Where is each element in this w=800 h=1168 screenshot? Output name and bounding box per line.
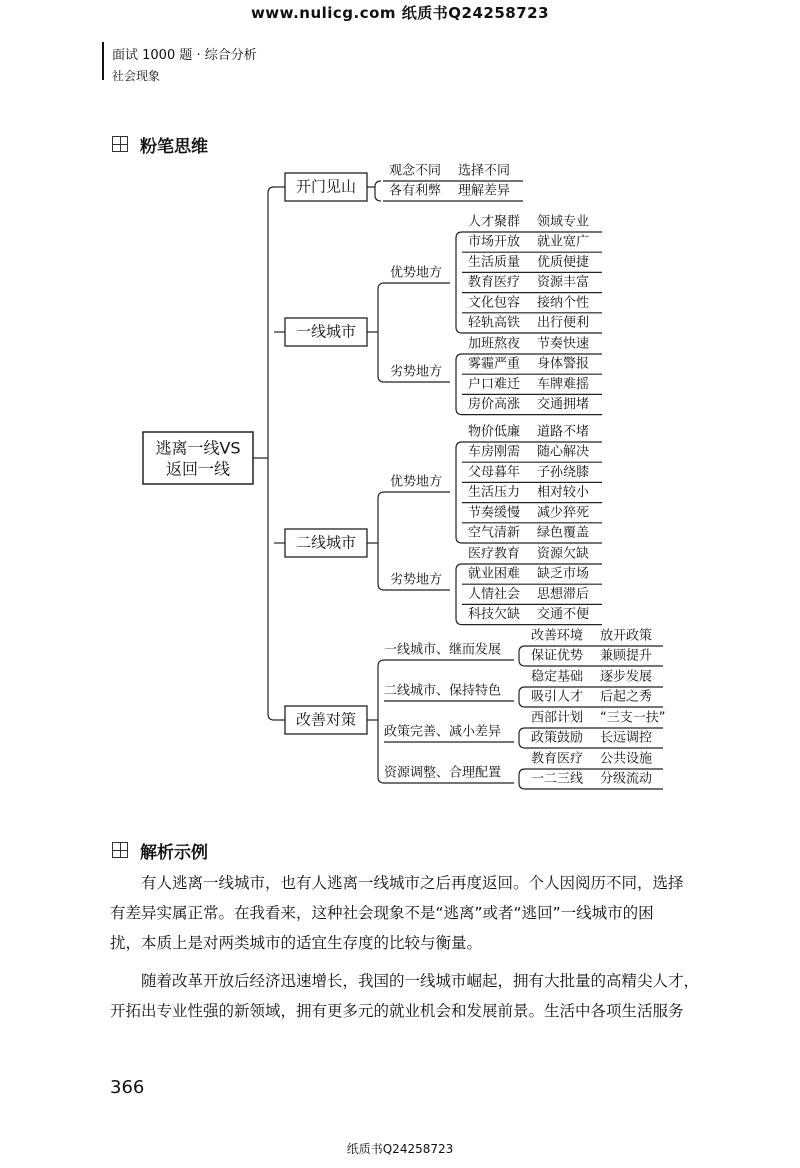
- section-icon: [112, 842, 128, 858]
- connector-bracket: [519, 646, 525, 666]
- paragraph-1: [110, 868, 684, 958]
- connector-bracket: [375, 181, 381, 201]
- leaf-text: 思想滞后: [537, 586, 590, 602]
- connector-bracket: [519, 687, 525, 707]
- branch-label: 开门见山: [295, 177, 357, 196]
- leaf-text: 交通不便: [537, 607, 590, 623]
- leaf-text: 后起之秀: [600, 689, 653, 705]
- leaf-text: 出行便利: [537, 315, 590, 331]
- leaf-text: 观念不同: [389, 163, 442, 179]
- leaf-text: 长远调控: [600, 730, 653, 746]
- leaf-text: 教育医疗: [468, 275, 521, 291]
- leaf-text: 生活压力: [468, 485, 521, 501]
- header-title: 面试 1000 题 · 综合分析: [112, 48, 257, 63]
- leaf-text: 节奏缓慢: [468, 505, 521, 521]
- leaf-text: 相对较小: [537, 485, 590, 501]
- leaf-text: 车牌难摇: [537, 376, 590, 392]
- leaf-text: 就业困难: [468, 566, 521, 582]
- connector-bracket: [456, 564, 462, 625]
- text-line: 有人逃离一线城市，也有人逃离一线城市之后再度返回。个人因阅历不同，选择: [141, 874, 684, 892]
- leaf-text: 稳定基础: [531, 669, 584, 685]
- leaf-text: 吸引人才: [531, 689, 584, 705]
- text-line: 随着改革开放后经济迅速增长，我国的一线城市崛起，拥有大批量的高精尖人才，: [141, 972, 700, 990]
- text-line: 有差异实属正常。在我看来，这种社会现象不是“逃离”或者“逃回”一线城市的困: [110, 904, 654, 922]
- group-label: 一线城市、继而发展: [384, 642, 502, 658]
- connector-bracket: [378, 283, 384, 382]
- group-label: 劣势地方: [390, 364, 443, 380]
- leaf-text: 科技欠缺: [468, 607, 521, 623]
- leaf-text: “三支一扶”: [600, 710, 666, 726]
- connector-bracket: [268, 187, 274, 720]
- branch-label: 二线城市: [295, 533, 357, 552]
- leaf-text: 选择不同: [458, 163, 511, 179]
- leaf-text: 交通拥堵: [537, 397, 590, 413]
- text-line: 扰，本质上是对两类城市的适宜生存度的比较与衡量。: [110, 934, 483, 952]
- leaf-text: 一二三线: [531, 771, 584, 787]
- section-title-analysis: 解析示例: [140, 843, 208, 863]
- leaf-text: 绿色覆盖: [537, 525, 590, 541]
- leaf-text: 教育医疗: [531, 751, 584, 767]
- leaf-text: 市场开放: [468, 234, 521, 250]
- leaf-text: 接纳个性: [537, 295, 590, 311]
- leaf-text: 西部计划: [531, 710, 584, 726]
- connector-bracket: [378, 492, 384, 590]
- watermark-bottom: 纸质书Q24258723: [346, 1142, 454, 1156]
- branch-label: 改善对策: [295, 710, 357, 729]
- branch-label: 一线城市: [295, 322, 357, 341]
- leaf-text: 医疗教育: [468, 546, 521, 562]
- watermark-top: www.nulicg.com 纸质书Q24258723: [250, 4, 550, 22]
- leaf-text: 资源丰富: [537, 275, 590, 291]
- leaf-text: 身体警报: [537, 356, 590, 372]
- leaf-text: 户口难迁: [468, 376, 521, 392]
- leaf-text: 减少猝死: [537, 505, 590, 521]
- leaf-text: 道路不堵: [537, 424, 590, 440]
- leaf-text: 政策鼓励: [531, 730, 584, 746]
- header-subtitle: 社会现象: [112, 69, 161, 83]
- leaf-text: 子孙绕膝: [537, 464, 590, 480]
- leaf-text: 公共设施: [600, 751, 653, 767]
- connector-bracket: [456, 232, 462, 333]
- leaf-text: 缺乏市场: [537, 566, 590, 582]
- paragraph-2: [110, 966, 699, 1026]
- leaf-text: 各有利弊: [389, 183, 442, 199]
- leaf-text: 放开政策: [600, 628, 653, 644]
- leaf-text: 文化包容: [468, 295, 521, 311]
- leaf-text: 随心解决: [537, 444, 590, 460]
- leaf-text: 保证优势: [531, 648, 584, 664]
- group-label: 资源调整、合理配置: [384, 765, 502, 781]
- leaf-text: 人才聚群: [468, 214, 521, 230]
- leaf-text: 节奏快速: [537, 336, 590, 352]
- connector-bracket: [519, 728, 525, 748]
- leaf-text: 逐步发展: [600, 669, 653, 685]
- leaf-text: 空气清新: [468, 525, 521, 541]
- leaf-text: 物价低廉: [468, 424, 521, 440]
- root-label: 返回一线: [165, 459, 231, 479]
- connector-bracket: [456, 354, 462, 415]
- connector-bracket: [519, 769, 525, 789]
- leaf-text: 人情社会: [468, 586, 521, 602]
- section-title-thinking: 粉笔思维: [140, 137, 208, 157]
- leaf-text: 生活质量: [468, 254, 521, 270]
- group-label: 政策完善、减小差异: [384, 724, 502, 740]
- leaf-text: 改善环境: [531, 628, 584, 644]
- leaf-text: 就业宽广: [537, 234, 590, 250]
- leaf-text: 兼顾提升: [600, 648, 653, 664]
- text-line: 开拓出专业性强的新领域，拥有更多元的就业机会和发展前景。生活中各项生活服务: [110, 1002, 684, 1020]
- leaf-text: 父母暮年: [468, 464, 521, 480]
- leaf-text: 加班熬夜: [468, 336, 521, 352]
- group-label: 劣势地方: [390, 572, 443, 588]
- group-label: 二线城市、保持特色: [384, 683, 502, 699]
- group-label: 优势地方: [390, 265, 443, 281]
- connector-bracket: [456, 442, 462, 543]
- group-label: 优势地方: [390, 474, 443, 490]
- leaf-text: 雾霾严重: [468, 356, 521, 372]
- page-number: 366: [110, 1077, 145, 1098]
- leaf-text: 车房刚需: [468, 444, 521, 460]
- leaf-text: 轻轨高铁: [468, 315, 521, 331]
- leaf-text: 优质便捷: [537, 254, 590, 270]
- leaf-text: 分级流动: [600, 771, 653, 787]
- root-label: 逃离一线VS: [155, 438, 241, 458]
- leaf-text: 房价高涨: [468, 397, 521, 413]
- leaf-text: 理解差异: [458, 183, 511, 199]
- leaf-text: 领域专业: [537, 214, 590, 230]
- leaf-text: 资源欠缺: [537, 546, 590, 562]
